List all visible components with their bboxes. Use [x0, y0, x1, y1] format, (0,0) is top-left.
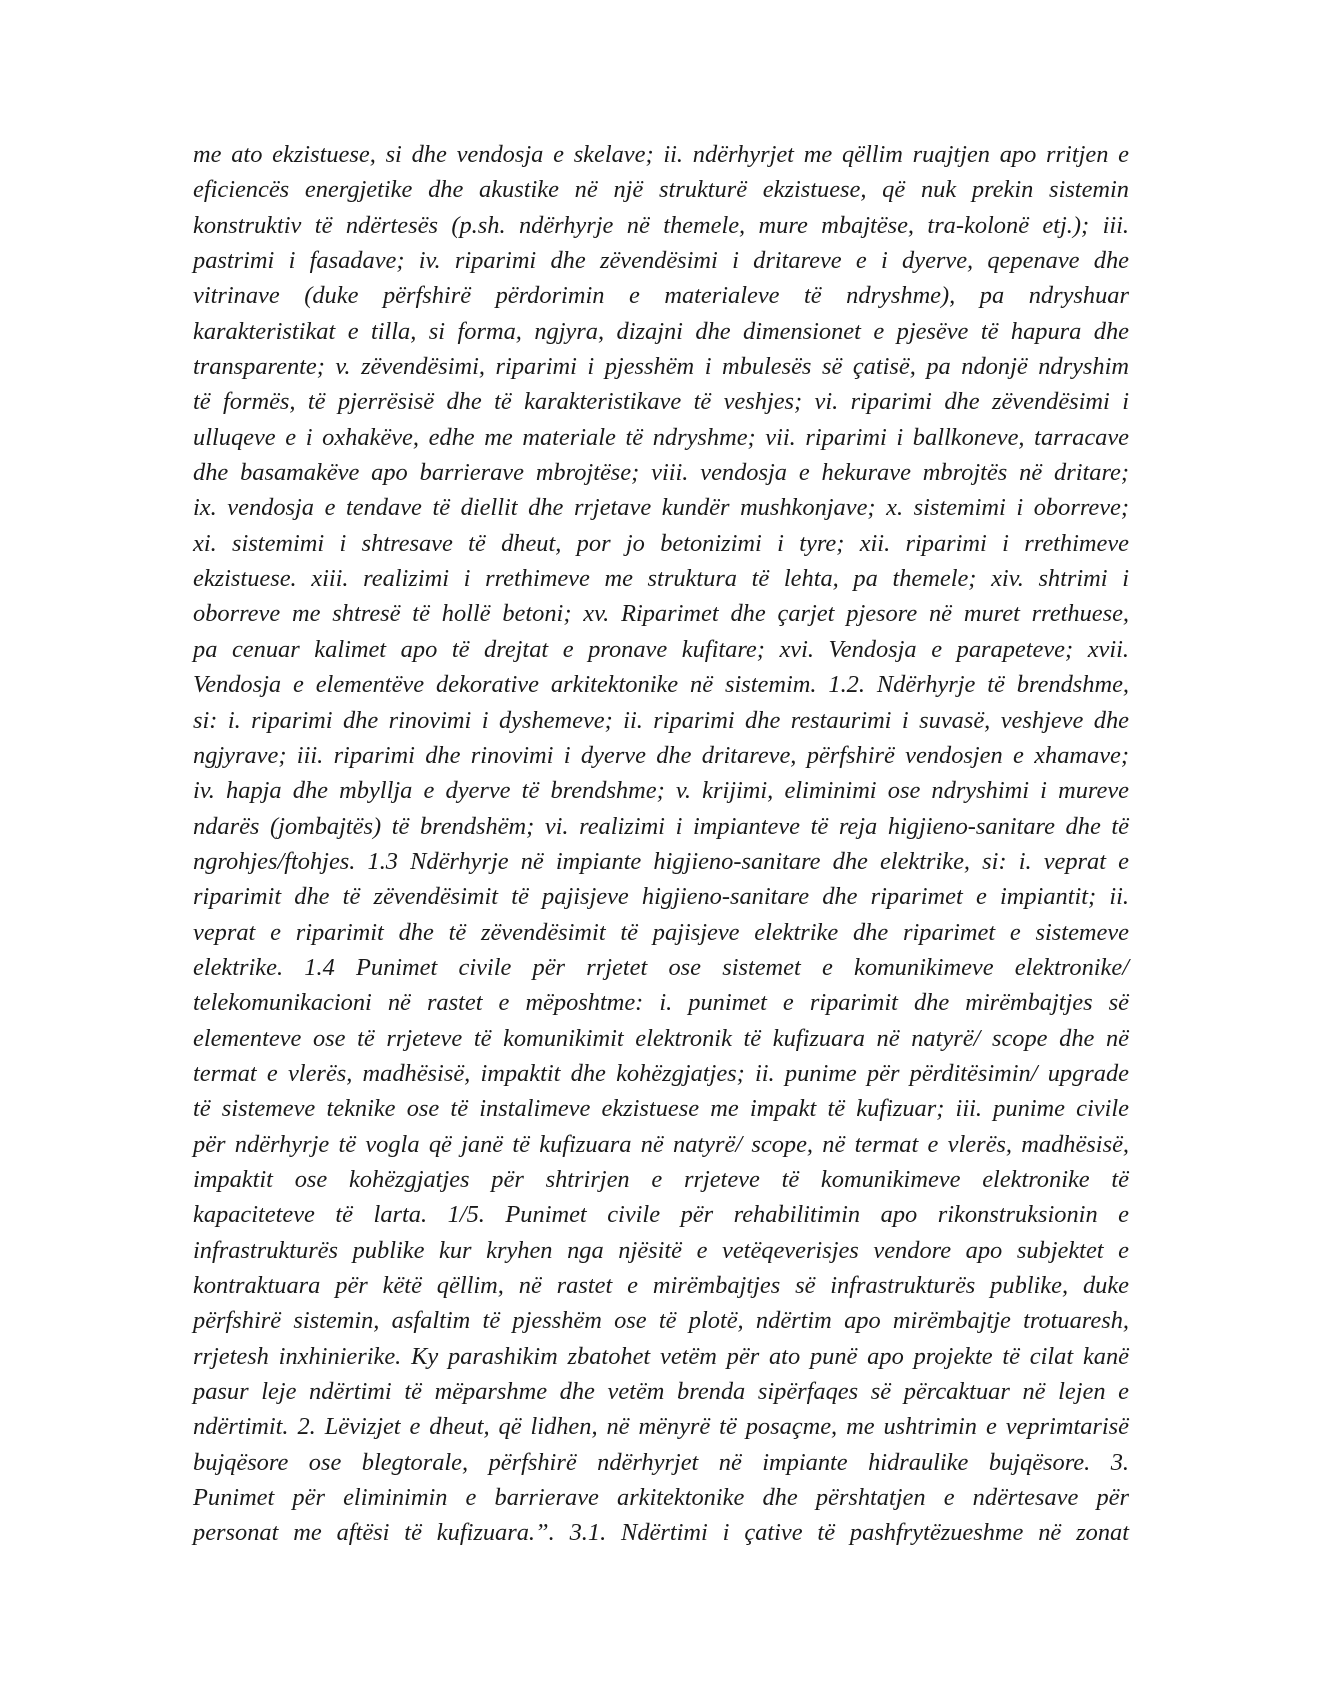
- text-line: eficiencës energjetike dhe akustike në një strukturë ekzistuese, që nuk prekin sistemin: [193, 176, 1129, 204]
- text-line: Vendosja e elementëve dekorative arkitektonike në sistemim. 1.2. Ndërhyrje të brendshme,: [193, 671, 1129, 699]
- text-line: termat e vlerës, madhësisë, impaktit dhe kohëzgjatjes; ii. punime për përditësimin/ upgrade: [193, 1059, 1129, 1087]
- text-line: iv. hapja dhe mbyllja e dyerve të brendshme; v. krijimi, eliminimi ose ndryshimi i mureve: [193, 777, 1129, 805]
- text-line: impaktit ose kohëzgjatjes për shtrirjen e rrjeteve të komunikimeve elektronike të: [193, 1165, 1129, 1193]
- text-line: pa cenuar kalimet apo të drejtat e pronave kufitare; xvi. Vendosja e parapeteve; xvii.: [193, 635, 1129, 663]
- text-line: veprat e riparimit dhe të zëvendësimit të pajisjeve elektrike dhe riparimet e sistemeve: [193, 918, 1129, 946]
- text-line: ndarës (jombajtës) të brendshëm; vi. realizimi i impianteve të reja higjieno-sanitare dhe të: [193, 812, 1129, 840]
- text-line: ngrohjes/ftohjes. 1.3 Ndërhyrje në impiante higjieno-sanitare dhe elektrike, si: i. veprat e: [193, 847, 1129, 875]
- text-line: xi. sistemimi i shtresave të dheut, por jo betonizimi i tyre; xii. riparimi i rrethimeve: [193, 529, 1129, 557]
- text-line: vitrinave (duke përfshirë përdorimin e materialeve të ndryshme), pa ndryshuar: [193, 282, 1129, 310]
- text-line: kontraktuara për këtë qëllim, në rastet e mirëmbajtjes së infrastrukturës publike, duke: [193, 1272, 1129, 1299]
- text-line: pastrimi i fasadave; iv. riparimi dhe zëvendësimi i dritareve e i dyerve, qepenave dhe: [193, 247, 1129, 275]
- text-line: infrastrukturës publike kur kryhen nga njësitë e vetëqeverisjes vendore apo subjektet e: [193, 1236, 1129, 1264]
- text-line: riparimit dhe të zëvendësimit të pajisjeve higjieno-sanitare dhe riparimet e impiantit; ii.: [193, 883, 1129, 911]
- body-text: [193, 137, 1129, 1551]
- text-line: ulluqeve e i oxhakëve, edhe me materiale të ndryshme; vii. riparimi i ballkoneve, tarracave: [193, 423, 1129, 451]
- text-line: dhe basamakëve apo barrierave mbrojtëse; viii. vendosja e hekurave mbrojtës në dritare;: [193, 459, 1129, 487]
- text-line: pasur leje ndërtimi të mëparshme dhe vetëm brenda sipërfaqes së përcaktuar në lejen e: [193, 1378, 1129, 1406]
- text-line: ix. vendosja e tendave të diellit dhe rrjetave kundër mushkonjave; x. sistemimi i oborreve;: [193, 494, 1129, 522]
- text-line: të formës, të pjerrësisë dhe të karakteristikave të veshjes; vi. riparimi dhe zëvendësimi i: [193, 388, 1129, 416]
- text-line: përfshirë sistemin, asfaltim të pjesshëm ose të plotë, ndërtim apo mirëmbajtje trotuaresh,: [193, 1307, 1129, 1335]
- text-line: me ato ekzistuese, si dhe vendosja e skelave; ii. ndërhyrjet me qëllim ruajtjen apo rritjen e: [193, 141, 1129, 168]
- text-line: si: i. riparimi dhe rinovimi i dyshemeve; ii. riparimi dhe restaurimi i suvasë, veshjeve dhe: [193, 706, 1129, 734]
- text-line: personat me aftësi të kufizuara.”. 3.1. Ndërtimi i çative të pashfrytëzueshme në zonat: [193, 1519, 1129, 1547]
- text-line: të sistemeve teknike ose të instalimeve ekzistuese me impakt të kufizuar; iii. punime civile: [193, 1095, 1129, 1123]
- text-line: elektrike. 1.4 Punimet civile për rrjetet ose sistemet e komunikimeve elektronike/: [193, 953, 1129, 981]
- text-line: rrjetesh inxhinierike. Ky parashikim zbatohet vetëm për ato punë apo projekte të cilat kanë: [193, 1342, 1129, 1370]
- text-line: Punimet për eliminimin e barrierave arkitektonike dhe përshtatjen e ndërtesave për: [193, 1484, 1129, 1512]
- text-line: ekzistuese. xiii. realizimi i rrethimeve me struktura të lehta, pa themele; xiv. shtrimi i: [193, 565, 1129, 593]
- text-line: bujqësore ose blegtorale, përfshirë ndërhyrjet në impiante hidraulike bujqësore. 3.: [193, 1448, 1129, 1476]
- text-line: kapaciteteve të larta. 1/5. Punimet civile për rehabilitimin apo rikonstruksionin e: [193, 1201, 1129, 1229]
- text-line: elementeve ose të rrjeteve të komunikimit elektronik të kufizuara në natyrë/ scope dhe në: [193, 1024, 1129, 1052]
- text-line: konstruktiv të ndërtesës (p.sh. ndërhyrje në themele, mure mbajtëse, tra-kolonë etj.); iii.: [193, 211, 1129, 239]
- text-line: oborreve me shtresë të hollë betoni; xv. Riparimet dhe çarjet pjesore në muret rrethuese,: [193, 600, 1129, 628]
- text-line: karakteristikat e tilla, si forma, ngjyra, dizajni dhe dimensionet e pjesëve të hapura dhe: [193, 317, 1129, 345]
- text-line: transparente; v. zëvendësimi, riparimi i pjesshëm i mbulesës së çatisë, pa ndonjë ndryshim: [193, 353, 1129, 381]
- text-line: telekomunikacioni në rastet e mëposhtme: i. punimet e riparimit dhe mirëmbajtjes së: [193, 989, 1129, 1017]
- text-line: ndërtimit. 2. Lëvizjet e dheut, që lidhen, në mënyrë të posaçme, me ushtrimin e veprimtarisë: [193, 1413, 1129, 1441]
- text-line: për ndërhyrje të vogla që janë të kufizuara në natyrë/ scope, në termat e vlerës, madhësisë,: [193, 1130, 1129, 1158]
- text-line: ngjyrave; iii. riparimi dhe rinovimi i dyerve dhe dritareve, përfshirë vendosjen e xhamave;: [193, 741, 1129, 769]
